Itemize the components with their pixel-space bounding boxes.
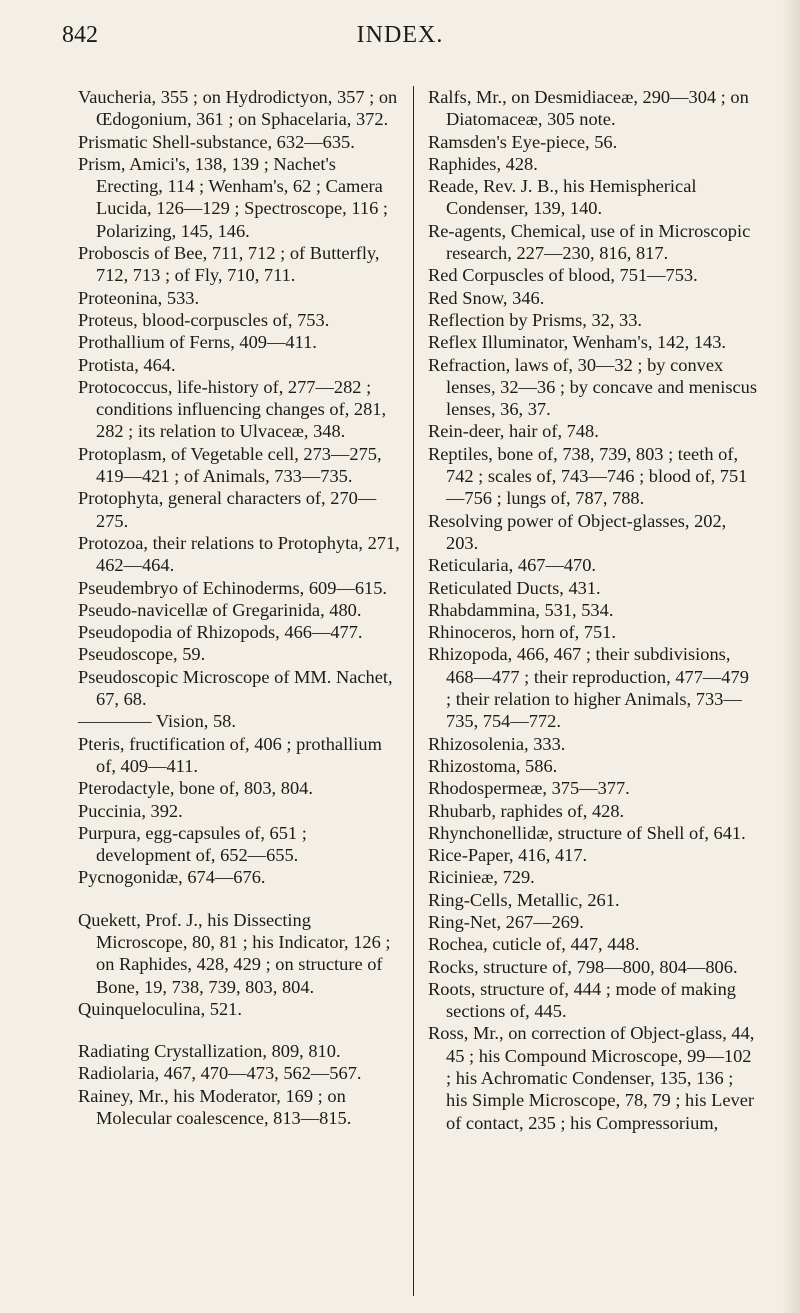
index-entry: Rhizopoda, 466, 467 ; their subdivisions, 468—477 ; their reproduction, 477—479 ; their relation to higher Animals, 733—735, 754—772. — [428, 644, 749, 732]
index-entry: Rhodospermeæ, 375—377. — [428, 778, 630, 799]
index-entry: Ring-Net, 267—269. — [428, 911, 584, 932]
index-entry: Ricinieæ, 729. — [428, 867, 535, 888]
index-entry: Protoplasm, of Vegetable cell, 273—275, 419—421 ; of Animals, 733—735. — [78, 443, 382, 487]
index-entry: Reticularia, 467—470. — [428, 555, 597, 576]
index-entry: Proteonina, 533. — [78, 287, 200, 308]
index-entry: Reptiles, bone of, 738, 739, 803 ; teeth of, 742 ; scales of, 743—746 ; blood of, 751—756 ; lungs of, 787, 788. — [428, 443, 748, 509]
index-entry: Rhubarb, raphides of, 428. — [428, 800, 625, 821]
index-entry: Pseudopodia of Rhizopods, 466—477. — [78, 622, 363, 643]
index-entry: Rainey, Mr., his Moderator, 169 ; on Molecular coalescence, 813—815. — [78, 1085, 352, 1129]
index-entry: Protococcus, life-history of, 277—282 ; conditions influencing changes of, 281, 282 ; its relation to Ulvaceæ, 348. — [78, 376, 387, 442]
index-entry: Rocks, structure of, 798—800, 804—806. — [428, 956, 738, 977]
index-entry: Pteris, fructification of, 406 ; prothallium of, 409—411. — [78, 733, 382, 776]
index-entry: Puccinia, 392. — [78, 800, 183, 821]
index-entry: Rein-deer, hair of, 748. — [428, 421, 599, 442]
index-entry: Prismatic Shell-substance, 632—635. — [78, 131, 355, 152]
column-divider — [413, 86, 414, 1296]
index-entry: Protophyta, general characters of, 270—275. — [78, 488, 377, 531]
index-entry: Rhizostoma, 586. — [428, 755, 558, 776]
index-entry: Pycnogonidæ, 674—676. — [78, 867, 266, 888]
index-entry: Re-agents, Chemical, use of in Microscopic research, 227—230, 816, 817. — [428, 220, 751, 264]
page-number: 842 — [62, 22, 98, 48]
index-entry: Reticulated Ducts, 431. — [428, 577, 601, 598]
page-title: INDEX. — [356, 22, 444, 48]
index-entry: Ross, Mr., on correction of Object-glass, 44, 45 ; his Compound Microscope, 99—102 ; his Achromatic Condenser, 135, 136 ; his Simple Microscope, 78, 79 ; his Lever of contact, 235 ; his Compressorium, — [428, 1023, 755, 1133]
index-entry: Rice-Paper, 416, 417. — [428, 845, 588, 866]
index-entry: ———— Vision, 58. — [78, 711, 236, 732]
index-entry: Vaucheria, 355 ; on Hydrodictyon, 357 ; on Œdogonium, 361 ; on Sphacelaria, 372. — [78, 87, 398, 130]
index-column-right — [428, 86, 758, 1134]
page-edge-shadow — [782, 0, 800, 1313]
index-entry: Pseudoscopic Microscope of MM. Nachet, 67, 68. — [78, 666, 393, 710]
index-entry: Radiating Crystallization, 809, 810. — [78, 1041, 341, 1062]
index-entry: Proteus, blood-corpuscles of, 753. — [78, 309, 330, 330]
index-entry: Prism, Amici's, 138, 139 ; Nachet's Erecting, 114 ; Wenham's, 62 ; Camera Lucida, 126—129 ; Spectroscope, 116 ; Polarizing, 145, 146. — [78, 153, 388, 241]
index-entry: Ramsden's Eye-piece, 56. — [428, 131, 618, 152]
index-entry: Pterodactyle, bone of, 803, 804. — [78, 778, 313, 799]
index-entry: Quinqueloculina, 521. — [78, 998, 242, 1019]
index-entry: Refraction, laws of, 30—32 ; by convex lenses, 32—36 ; by concave and meniscus lenses, 36, 37. — [428, 354, 758, 420]
index-entry: Purpura, egg-capsules of, 651 ; development of, 652—655. — [78, 822, 307, 866]
index-entry: Radiolaria, 467, 470—473, 562—567. — [78, 1063, 362, 1084]
index-entry: Protozoa, their relations to Protophyta, 271, 462—464. — [78, 532, 400, 576]
index-entry: Pseudembryo of Echinoderms, 609—615. — [78, 577, 388, 598]
index-entry: Prothallium of Ferns, 409—411. — [78, 332, 317, 353]
index-entry: Resolving power of Object-glasses, 202, 203. — [428, 510, 727, 553]
index-entry: Reflex Illuminator, Wenham's, 142, 143. — [428, 332, 727, 353]
index-entry: Rhinoceros, horn of, 751. — [428, 622, 616, 643]
index-entry: Roots, structure of, 444 ; mode of making sections of, 445. — [428, 978, 736, 1022]
index-entry: Ralfs, Mr., on Desmidiaceæ, 290—304 ; on Diatomaceæ, 305 note. — [428, 87, 749, 130]
index-entry: Rhizosolenia, 333. — [428, 733, 566, 754]
index-entry: Rhynchonellidæ, structure of Shell of, 641. — [428, 822, 746, 843]
index-column-left — [78, 86, 402, 1129]
index-entry: Quekett, Prof. J., his Dissecting Microscope, 80, 81 ; his Indicator, 126 ; on Raphides, 428, 429 ; on structure of Bone, 19, 738, 739, 803, 804. — [78, 909, 391, 997]
index-entry: Protista, 464. — [78, 354, 176, 375]
index-entry: Reade, Rev. J. B., his Hemispherical Condenser, 139, 140. — [428, 176, 697, 219]
index-entry: Proboscis of Bee, 711, 712 ; of Butterfly, 712, 713 ; of Fly, 710, 711. — [78, 243, 380, 286]
index-entry: Raphides, 428. — [428, 153, 538, 174]
index-entry: Red Corpuscles of blood, 751—753. — [428, 265, 698, 286]
index-entry: Rochea, cuticle of, 447, 448. — [428, 934, 640, 955]
index-entry: Red Snow, 346. — [428, 287, 545, 308]
index-entry: Ring-Cells, Metallic, 261. — [428, 889, 620, 910]
index-entry: Pseudo-navicellæ of Gregarinida, 480. — [78, 599, 362, 620]
index-entry: Reflection by Prisms, 32, 33. — [428, 309, 643, 330]
index-entry: Pseudoscope, 59. — [78, 644, 206, 665]
index-entry: Rhabdammina, 531, 534. — [428, 599, 614, 620]
